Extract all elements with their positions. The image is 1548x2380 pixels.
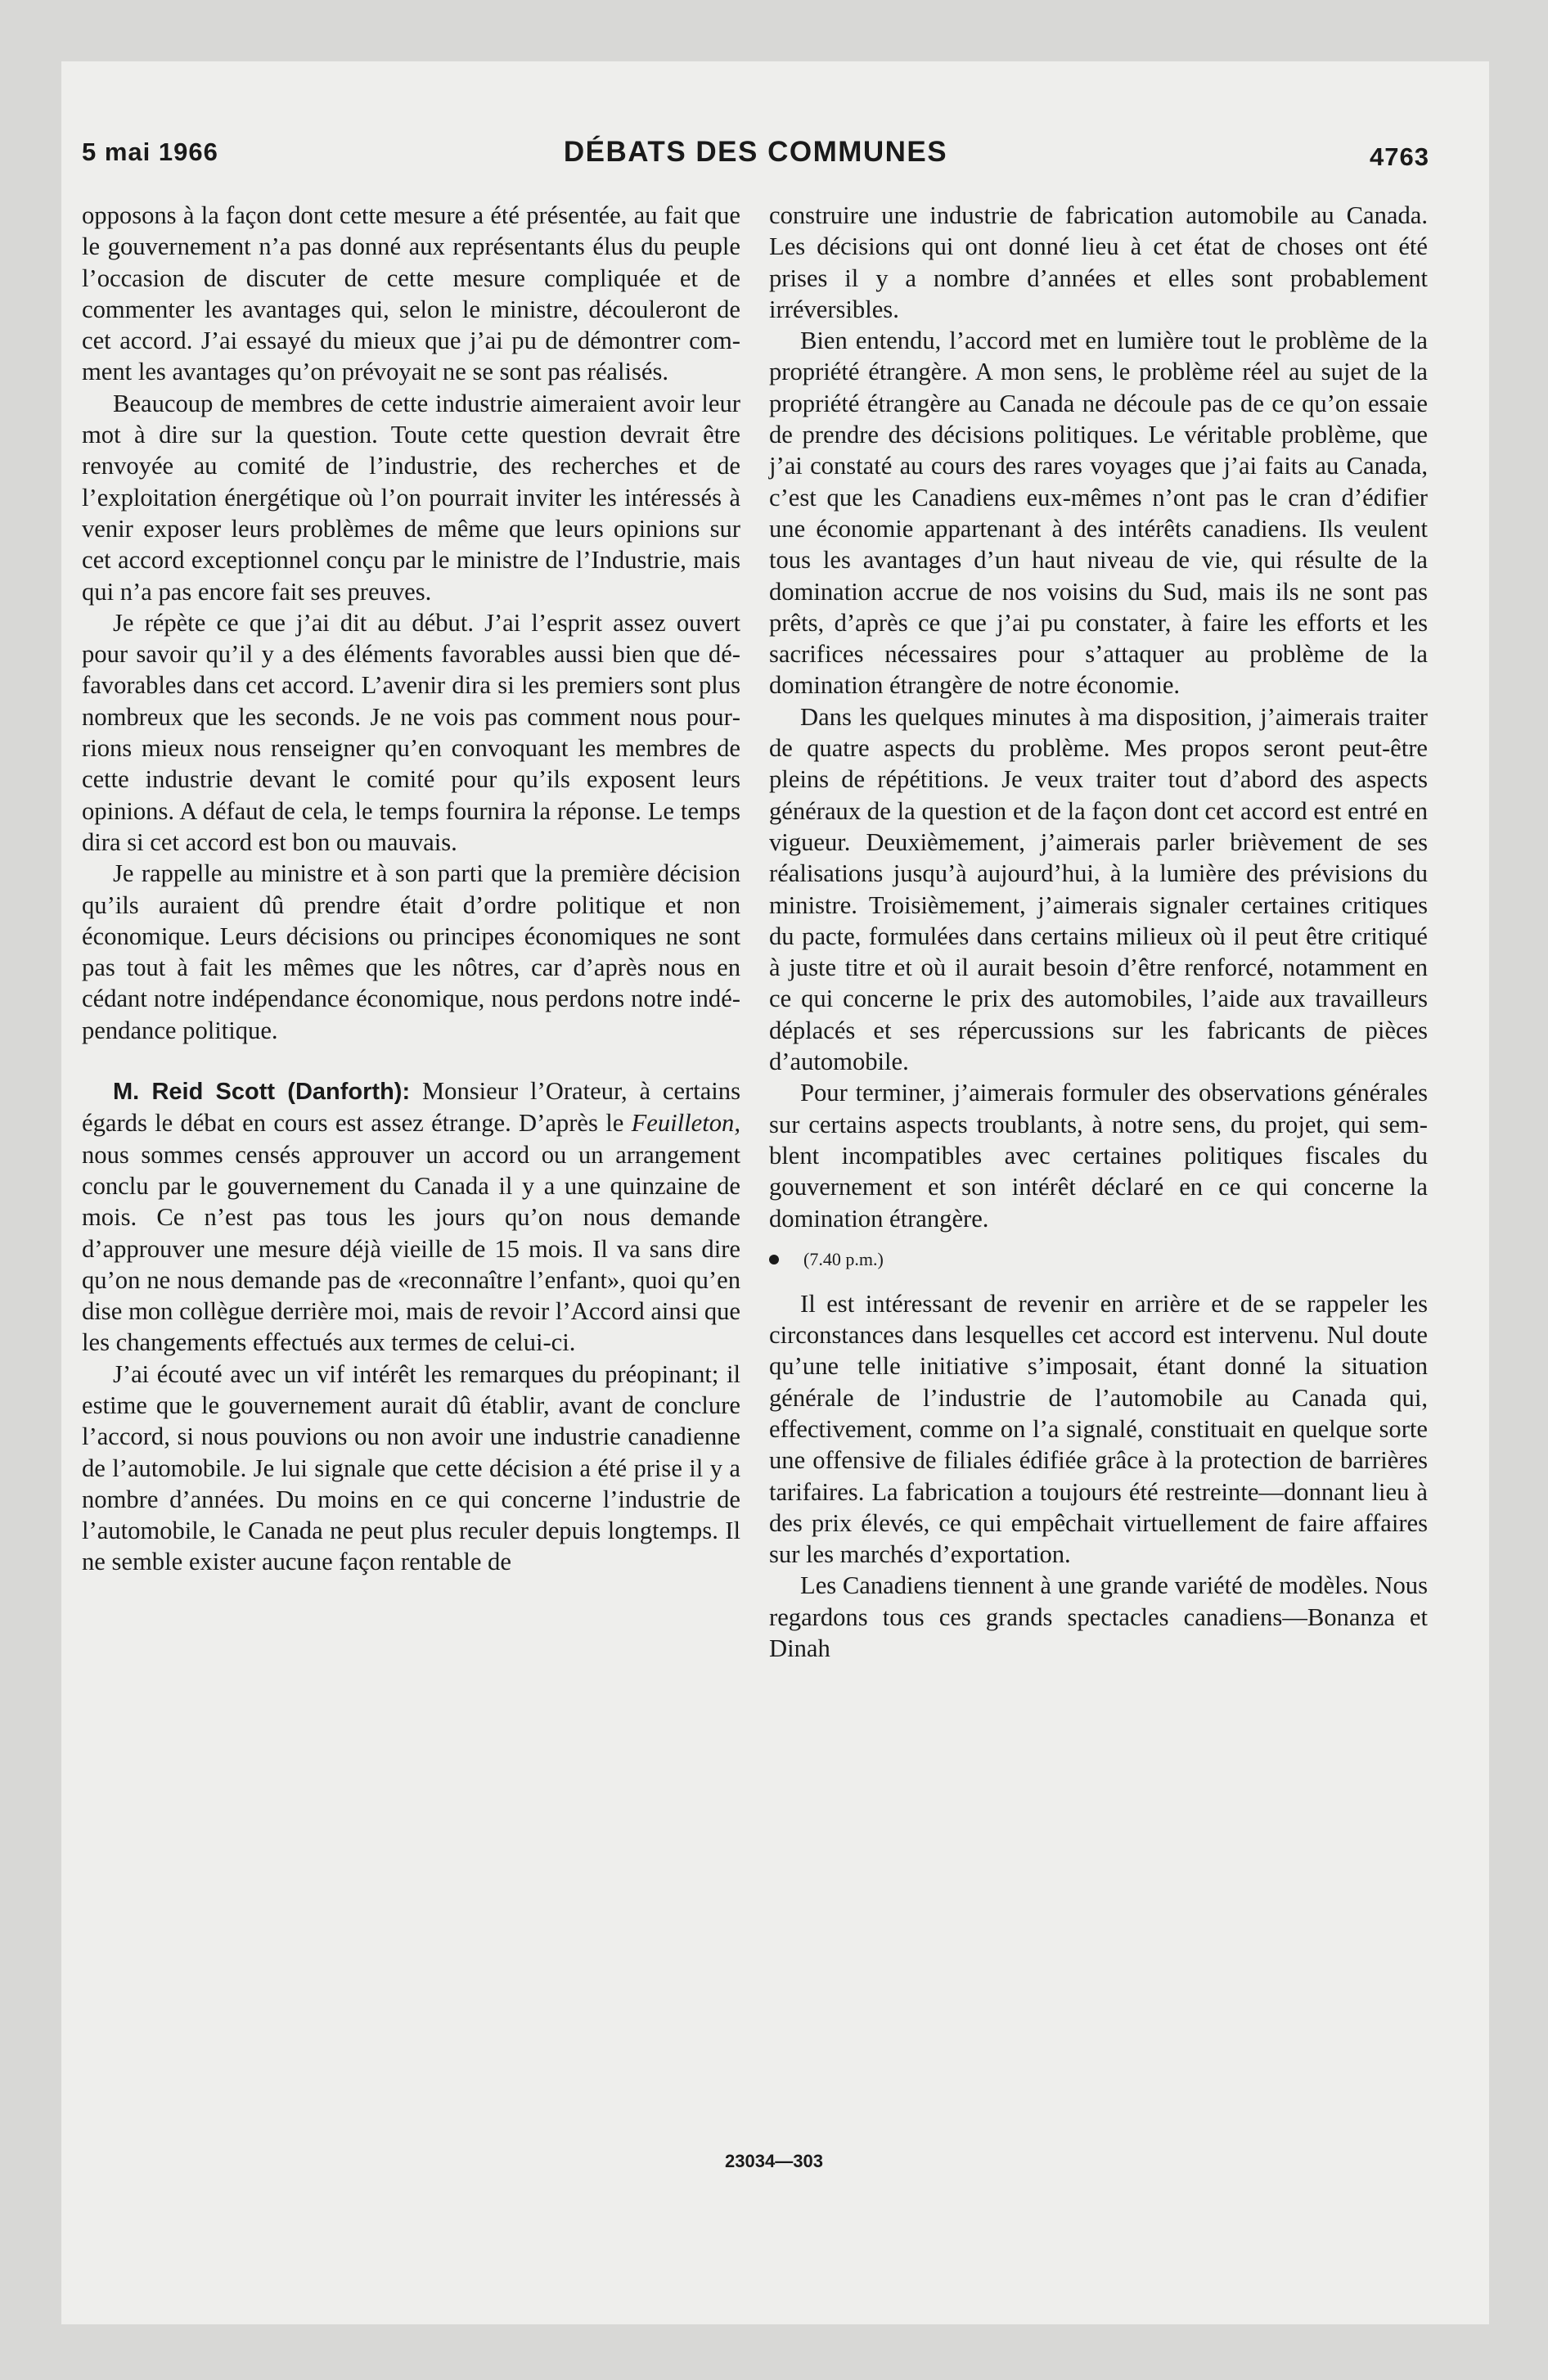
- left-column: [82, 200, 740, 1578]
- header-title: DÉBATS DES COMMUNES: [563, 136, 948, 168]
- right-column: [769, 200, 1428, 1664]
- speaker-paragraph: [82, 1075, 740, 1359]
- paragraph: construire une industrie de fabrication automobile au Canada. Les décisions qui ont donné lieu à cet état de choses ont été prises il y a nombre d’années et elles sont probablement irréversibles.: [769, 201, 1428, 323]
- header-date: 5 mai 1966: [82, 137, 218, 166]
- paragraph: Bien entendu, l’accord met en lumière tout le problème de la propriété étrangère. A mon sens, le problème réel au sujet de la propriété étrangère au Canada ne découle pas de ce qu’on essaie de prendre des décisions politiques. Le véritable problème, que j’ai constaté au cours des rares voyages que j’ai faits au Canada, c’est que les Canadiens eux-mêmes n’ont pas le cran d’édifier une économie appartenant à des intérêts canadiens. Ils veulent tous les avantages d’un haut niveau de vie, qui résulte de la domination accrue de nos voisins du Sud, mais ils ne sont pas prêts, d’après ce que j’ai pu constater, à faire les efforts et les sacrifices nécessaires pour s’attaquer au problème de la domination étrangère de notre économie.: [769, 327, 1428, 700]
- time-marker: [769, 1247, 1428, 1272]
- paragraph: Il est intéressant de revenir en arrière et de se rappeler les circonstances dans lesquelles cet accord est intervenu. Nul doute qu’une telle initiative s’imposait, étant donné la situation générale de l’industrie de l’automobile au Canada qui, effectivement, comme on l’a signalé, constituait en quelque sorte une offensive de filiales édifiée grâce à la protection de barrières tarifaires. La fabrication a toujours été restreinte—donnant lieu à des prix élevés, ce qui empêchait virtuellement de faire affaires sur les marchés d’exportation.: [769, 1289, 1428, 1569]
- speaker-name: M. Reid Scott (Danforth):: [113, 1079, 411, 1106]
- bullet-icon: [769, 1255, 779, 1264]
- footer-code: 23034—303: [725, 2151, 823, 2171]
- time-text: (7.40 p.m.): [803, 1248, 884, 1269]
- page-header: [82, 137, 1429, 178]
- paragraph: Pour terminer, j’aimerais formuler des observations générales sur certains aspects troublants, à notre sens, du projet, qui semblent incompatibles avec certaines politiques fiscales du gouvernement et son intérêt déclaré en ce qui concerne la domination étrangère.: [769, 1079, 1428, 1233]
- paragraph: opposons à la façon dont cette mesure a été présentée, au fait que le gouvernement n’a pas donné aux représentants élus du peuple l’occasion de discuter de cette mesure compliquée et de commenter les avantages qui, selon le ministre, découleront de cet accord. J’ai essayé du mieux que j’ai pu de démontrer comment les avantages qu’on prévoyait ne se sont pas réalisés.: [82, 201, 740, 386]
- paragraph: J’ai écouté avec un vif intérêt les remarques du préopinant; il estime que le gouvernement aurait dû établir, avant de conclure l’accord, si nous pouvions ou non avoir une industrie canadienne de l’automobile. Je lui signale que cette décision a été prise il y a nombre d’années. Du moins en ce qui concerne l’industrie de l’automobile, le Canada ne peut plus reculer depuis longtemps. Il ne semble exister aucune façon rentable de: [82, 1359, 740, 1576]
- paragraph: Dans les quelques minutes à ma disposition, j’aimerais traiter de quatre aspects du problème. Mes propos seront peut-être pleins de répétitions. Je veux traiter tout d’abord des aspects généraux de la question et de la façon dont cet accord est entré en vigueur. Deuxièmement, j’aimerais parler brièvement de ses réalisations jusqu’à aujourd’hui, à la lumière des prévisions du ministre. Troisièmement, j’aimerais signaler certaines critiques du pacte, formulées dans certains milieux où il peut être critiqué à juste titre et où il aurait besoin d’être renforcé, notamment en ce qui concerne le prix des automobiles, l’aide aux travailleurs déplacés et ses répercussions sur les fabricants de pièces d’automobile.: [769, 702, 1428, 1076]
- paragraph: Les Canadiens tiennent à une grande variété de modèles. Nous regardons tous ces grands spectacles canadiens—Bonanza et Dinah: [769, 1571, 1428, 1663]
- paragraph: Beaucoup de membres de cette industrie aimeraient avoir leur mot à dire sur la question. Toute cette question devrait être renvoyée au comité de l’industrie, des recherches et de l’exploitation énergétique où l’on pourrait inviter les intéressés à venir exposer leurs problèmes de même que leurs opinions sur cet accord exceptionnel conçu par le ministre de l’Industrie, mais qui n’a pas encore fait ses preuves.: [82, 389, 740, 606]
- speech-text: nous sommes censés approuver un accord ou un arrangement conclu par le gouvernement du Canada il y a une quinzaine de mois. Ce n’est pas tous les jours qu’on nous demande d’approuver une mesure déjà vieille de 15 mois. Il va sans dire qu’on ne nous demande pas de «reconnaître l’enfant», quoi qu’en dise mon collègue derrière moi, mais de revoir l’Accord ainsi que les changements effectués aux termes de celui-ci.: [82, 1140, 740, 1357]
- speech-text: Monsieur l’Orateur, à certains égards le débat en cours est assez étrange. D’après le: [82, 1077, 740, 1138]
- header-page-number: 4763: [1370, 142, 1429, 171]
- paragraph: Je rappelle au ministre et à son parti que la première décision qu’ils auraient dû prendre était d’ordre politique et non économique. Leurs décisions ou principes économiques ne sont pas tout à fait les mêmes que les nôtres, car d’après nous en cédant notre indépendance économique, nous perdons notre indépendance politique.: [82, 859, 740, 1044]
- paragraph: Je répète ce que j’ai dit au début. J’ai l’esprit assez ouvert pour savoir qu’il y a des éléments favorables aussi bien que défavorables dans cet accord. L’avenir dira si les premiers sont plus nombreux que les seconds. Je ne vois pas comment nous pourrions mieux nous renseigner qu’en convoquant les membres de cette industrie devant le comité pour qu’ils exposent leurs opinions. A défaut de cela, le temps fournira la réponse. Le temps dira si cet accord est bon ou mauvais.: [82, 608, 740, 856]
- speech-italic: Feuilleton,: [631, 1109, 740, 1138]
